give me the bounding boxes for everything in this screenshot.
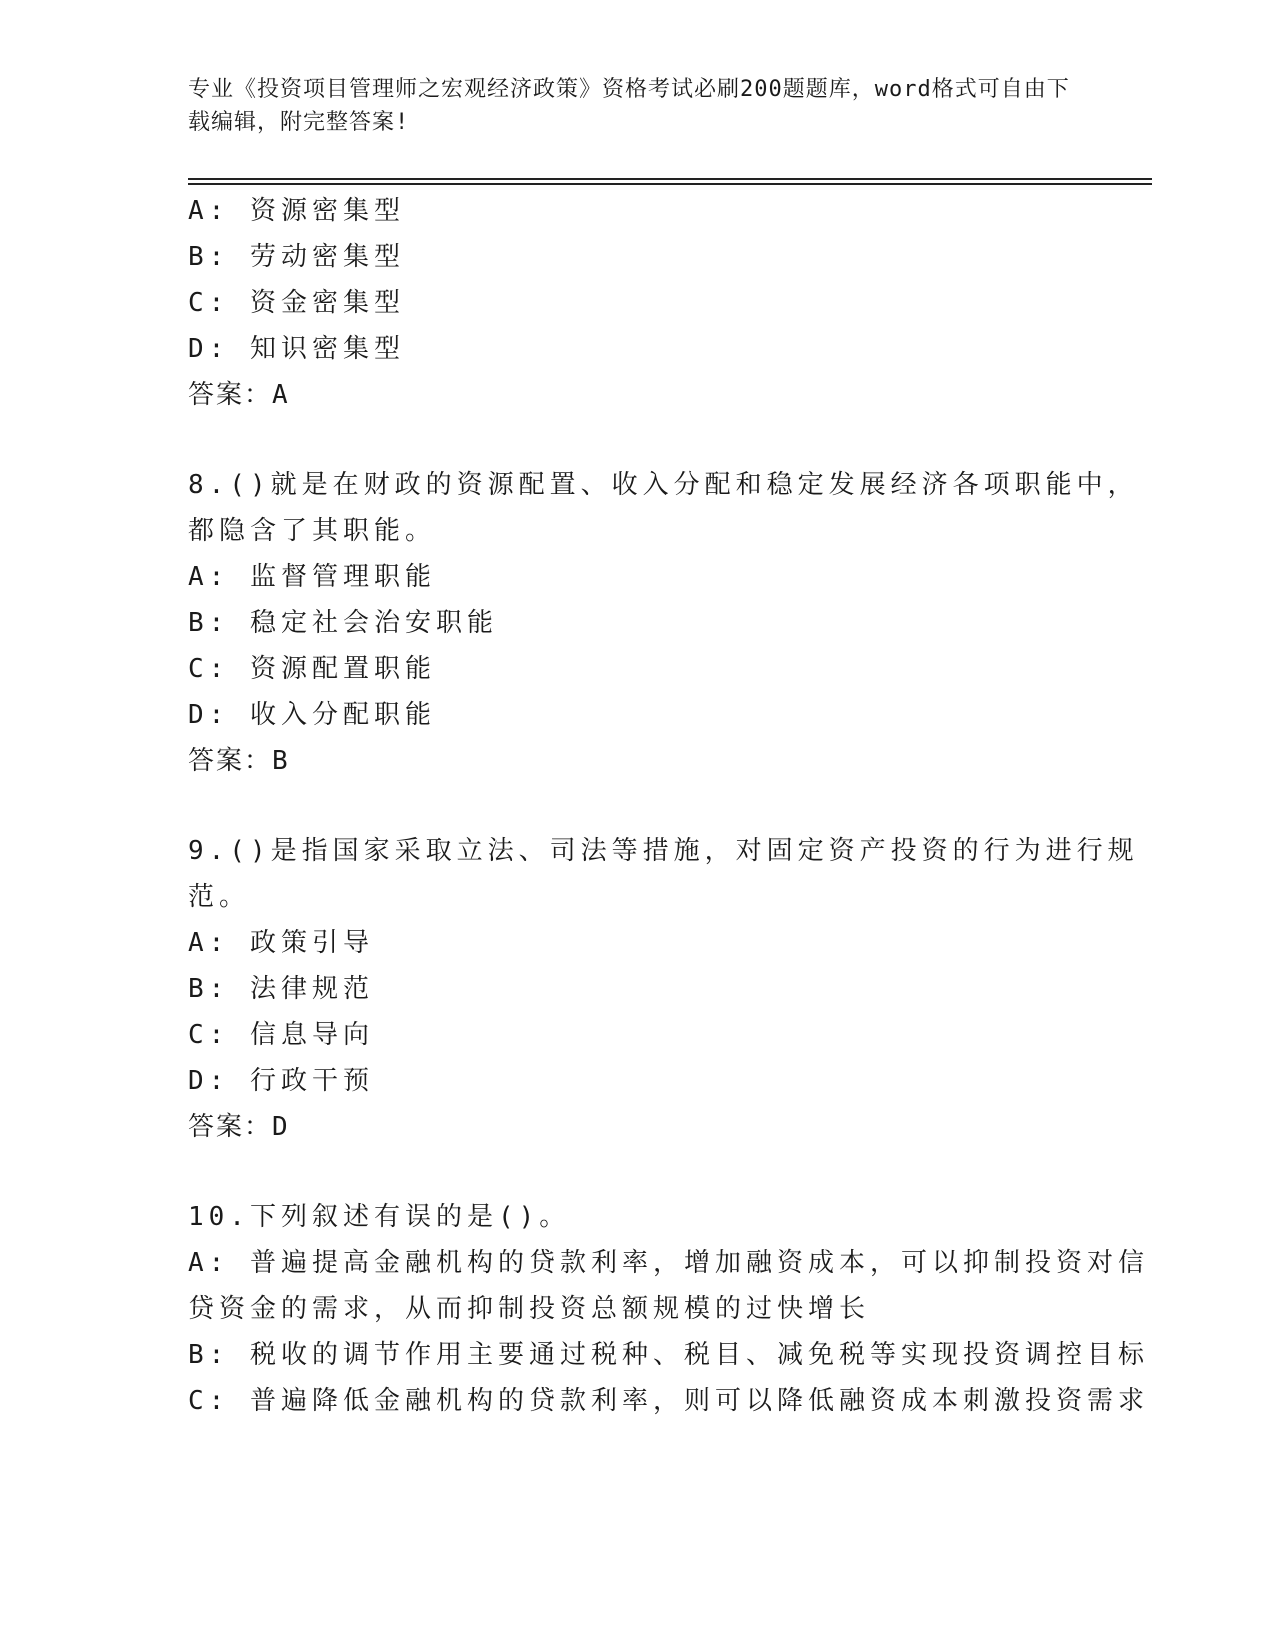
option-c: C: 信息导向: [188, 1020, 374, 1050]
spacer: [188, 784, 1088, 828]
option-a-continued: 贷资金的需求，从而抑制投资总额规模的过快增长: [188, 1294, 871, 1324]
question-10-block: [188, 1194, 1149, 1424]
option-c: C: 资源配置职能: [188, 654, 436, 684]
option-b: B: 劳动密集型: [188, 242, 405, 272]
answer-line: 答案：D: [188, 1112, 290, 1142]
option-a: A: 政策引导: [188, 928, 374, 958]
header-rule-top: [188, 178, 1152, 180]
option-c: C: 资金密集型: [188, 288, 405, 318]
option-a: A: 资源密集型: [188, 196, 405, 226]
answer-line: 答案：B: [188, 746, 290, 776]
question-stem-continued: 都隐含了其职能。: [188, 516, 437, 546]
question-8-block: [188, 462, 1139, 784]
option-a: A: 普遍提高金融机构的贷款利率，增加融资成本，可以抑制投资对信: [188, 1248, 1149, 1278]
spacer: [188, 1150, 1088, 1194]
header-rule-bottom: [188, 183, 1152, 185]
question-stem: 10.下列叙述有误的是()。: [188, 1202, 571, 1232]
spacer: [188, 418, 1088, 462]
option-d: D: 知识密集型: [188, 334, 405, 364]
question-7-block: [188, 188, 1088, 418]
option-b: B: 法律规范: [188, 974, 374, 1004]
option-b: B: 税收的调节作用主要通过税种、税目、减免税等实现投资调控目标: [188, 1340, 1149, 1370]
option-d: D: 行政干预: [188, 1066, 374, 1096]
option-a: A: 监督管理职能: [188, 562, 436, 592]
question-stem: 8.()就是在财政的资源配置、收入分配和稳定发展经济各项职能中，: [188, 470, 1139, 500]
option-d: D: 收入分配职能: [188, 700, 436, 730]
answer-line: 答案：A: [188, 380, 290, 410]
question-stem: 9.()是指国家采取立法、司法等措施，对固定资产投资的行为进行规: [188, 836, 1139, 866]
option-b: B: 稳定社会治安职能: [188, 608, 498, 638]
document-header: 专业《投资项目管理师之宏观经济政策》资格考试必刷200题题库，word格式可自由下载编辑，附完整答案!: [188, 77, 1070, 135]
question-content: [188, 188, 1149, 1424]
question-9-block: [188, 828, 1139, 1150]
question-stem-continued: 范。: [188, 882, 251, 912]
option-c: C: 普遍降低金融机构的贷款利率，则可以降低融资成本刺激投资需求: [188, 1386, 1149, 1416]
